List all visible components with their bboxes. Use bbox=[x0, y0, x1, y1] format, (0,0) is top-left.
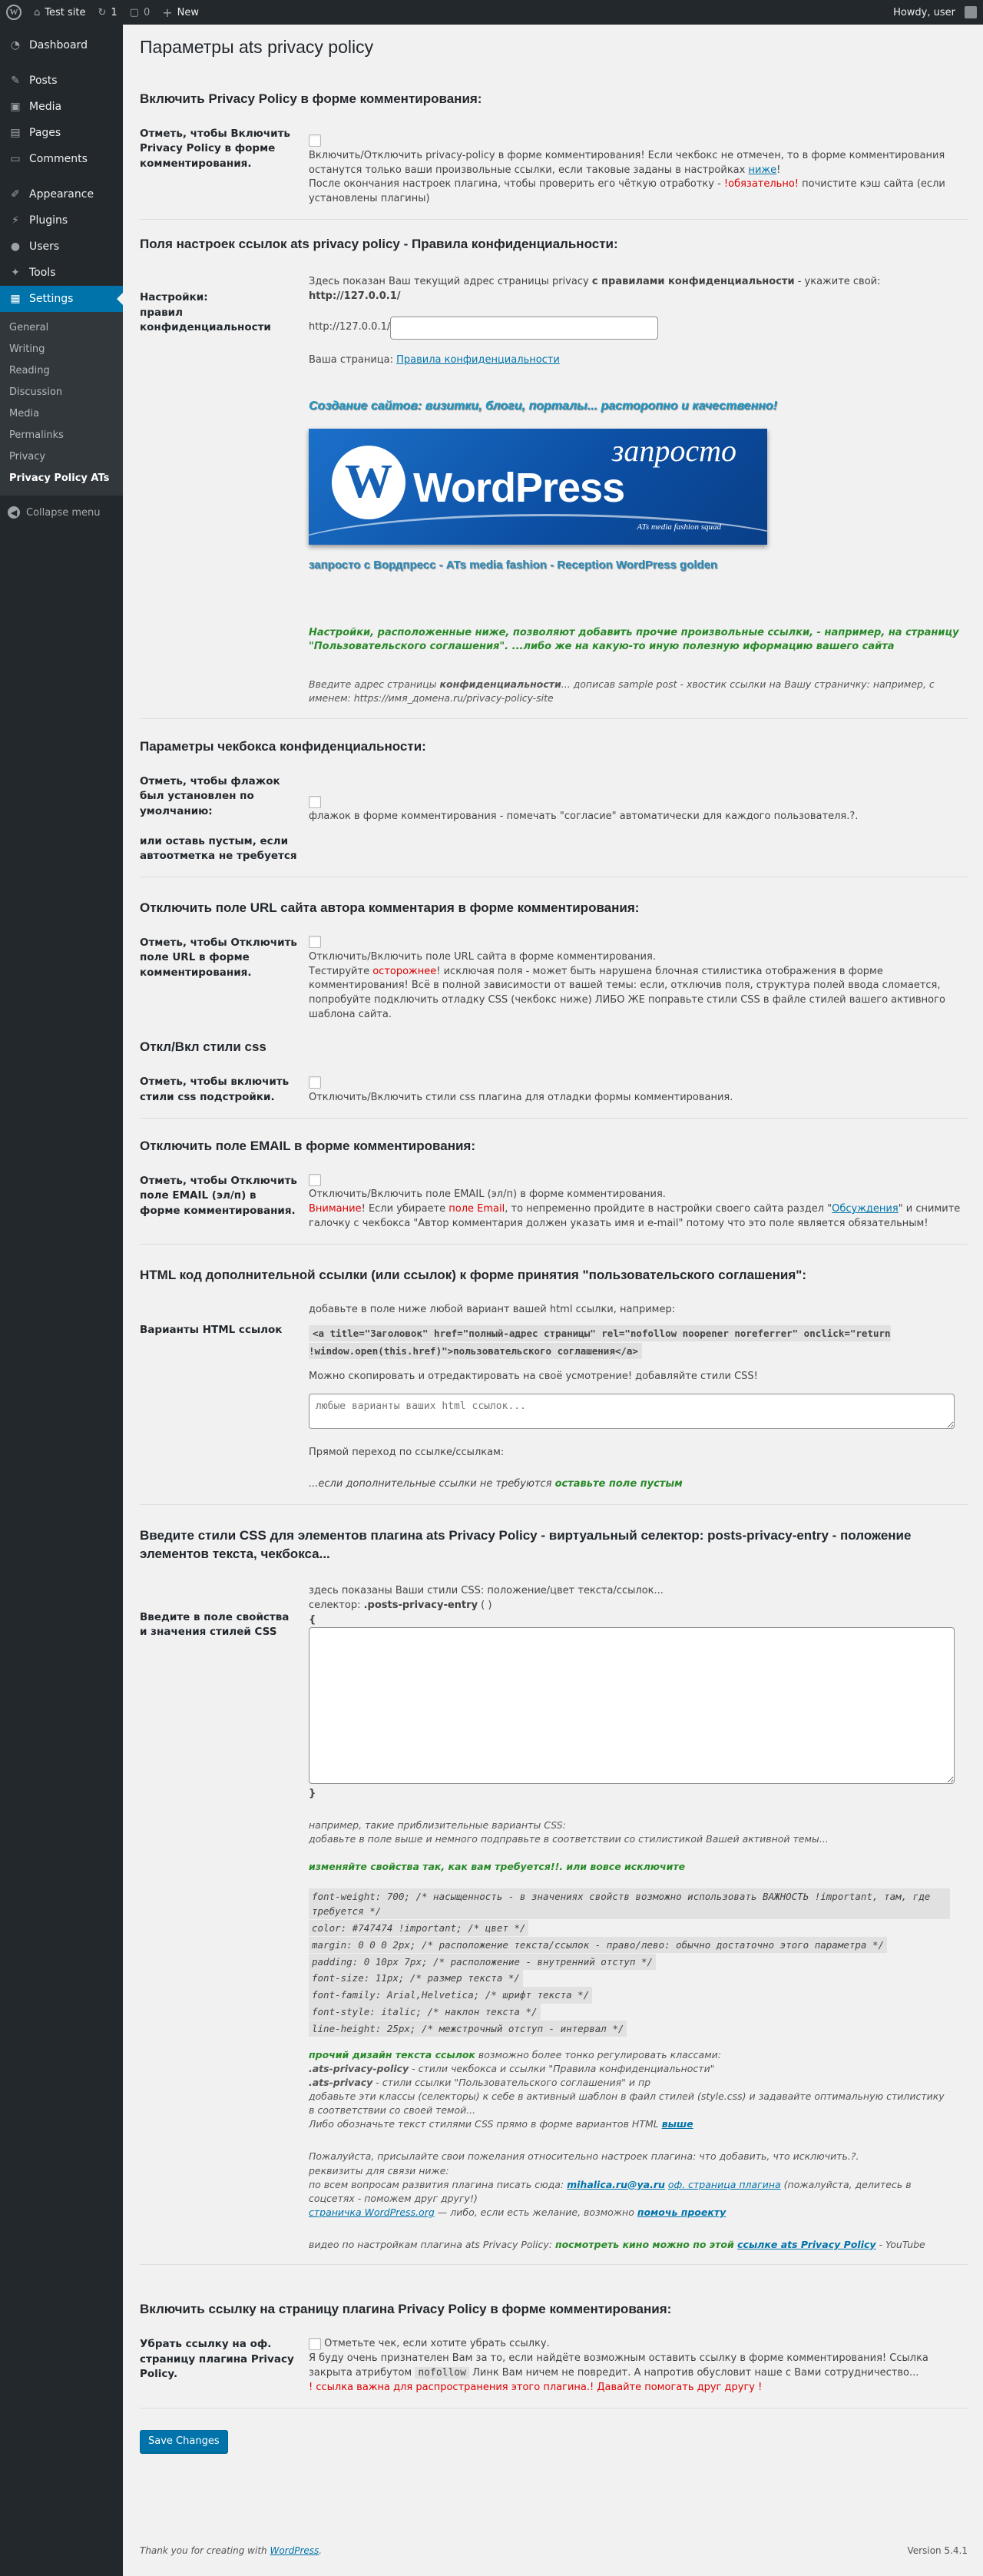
comments-menu[interactable] bbox=[124, 0, 157, 25]
above-link[interactable]: выше bbox=[661, 2118, 693, 2130]
row-html-links: Варианты HTML ссылок добавьте в поле ниже любой вариант вашей html ссылки, например: <a title="Заголовок" href="полный-адрес страницы" rel="nofollow noopener noreferrer" onclick="return !window.open(this.href)">пользовательского соглашения</a> Можно скопировать и отредактировать на своё усмотрение! добавляйте стили CSS! любые варианты ваших html ссылок... Прямой переход по ссылке/ссылкам: ...если дополнительные ссылки не требуются оставьте поле пустым bbox=[140, 1292, 968, 1505]
user-icon: ● bbox=[10, 240, 21, 253]
my-account-menu[interactable] bbox=[887, 0, 983, 25]
save-changes-button[interactable]: Save Changes bbox=[140, 2430, 228, 2453]
comment-icon: ▭ bbox=[10, 153, 21, 165]
menu-posts[interactable]: ✎ Posts bbox=[0, 68, 123, 94]
updates-count: 1 bbox=[111, 6, 117, 18]
disable-email-checkbox[interactable] bbox=[309, 1174, 321, 1186]
new-label: New bbox=[177, 6, 200, 18]
promo-tagline: Создание сайтов: визитки, блоги, порталы... расторопно и качественно! bbox=[309, 399, 777, 413]
menu-pages[interactable]: ▤ Pages bbox=[0, 120, 123, 146]
wordpress-icon: W bbox=[6, 5, 22, 20]
menu-tools[interactable]: ✦ Tools bbox=[0, 260, 123, 286]
section-heading-disable-email: Отключить поле EMAIL в форме комментирования: bbox=[140, 1138, 476, 1153]
enable-privacy-checkbox[interactable] bbox=[309, 134, 321, 147]
css-toggle-checkbox[interactable] bbox=[309, 1076, 321, 1089]
new-content-menu[interactable] bbox=[156, 0, 205, 25]
menu-dashboard[interactable]: ◔ Dashboard bbox=[0, 32, 123, 58]
disable-url-checkbox[interactable] bbox=[309, 936, 321, 948]
updates-menu[interactable] bbox=[91, 0, 123, 25]
footer: Thank you for creating with WordPress. Version 5.4.1 bbox=[140, 2545, 968, 2556]
admin-bar bbox=[0, 0, 983, 25]
refresh-icon: ↻ bbox=[98, 6, 107, 18]
default-checked-checkbox[interactable] bbox=[309, 796, 321, 808]
html-link-example: <a title="Заголовок" href="полный-адрес страницы" rel="nofollow noopener noreferrer" onclick="return !window.open(this.href)">пользовательского соглашения</a> bbox=[309, 1325, 891, 1359]
collapse-menu-button[interactable]: ◀ Collapse menu bbox=[0, 496, 123, 529]
submenu-privacy[interactable]: Privacy bbox=[9, 451, 46, 462]
row-css-toggle: Отметь, чтобы включить стили css подстройки. Отключить/Включить стили css плагина для отладки формы комментирования. bbox=[140, 1064, 968, 1119]
section-heading-privacy-links: Поля настроек ссылок ats privacy policy - Правила конфиденциальности: bbox=[140, 237, 618, 252]
plug-icon: ⚡ bbox=[12, 214, 19, 227]
settings-icon: ▦ bbox=[10, 293, 21, 305]
comment-bubble-icon: ▢ bbox=[129, 6, 139, 18]
row-plugin-link: Убрать ссылку на оф. страницу плагина Privacy Policy. Отметьте чек, если хотите убрать ссылку. Я буду очень признателен Вам за то, если найдёте возможным оставить ссылку в форме комментирования! Ссылка закрыта атрибутом nofollow Линк Вам ничем не повредит. А напротив обусловит наше с Вами сотрудничество... ! ссылка важна для распространения этого плагина.! Давайте помогать друг другу ! bbox=[140, 2326, 968, 2408]
row-enable-privacy: Отметь, чтобы Включить Privacy Policy в форме комментирования. Включить/Отключить privacy-policy в форме комментирования! Если чекбокс не отмечен, то в форме комментирования останутся только ваши произвольные ссылки, если таковые заданы в настройках ниже! После окончания настроек плагина, чтобы проверить его чёткую отработку - !обязательно! почистите кэш сайта (если установлены плагины) bbox=[140, 116, 968, 220]
row-default-checked: Отметь, чтобы флажок был установлен по умолчанию: или оставь пустым, если автоотметка не требуется флажок в форме комментирования - помечать "согласие" автоматически для каждого пользователя.?. bbox=[140, 764, 968, 877]
row-privacy-links: Настройки: правил конфиденциальности Здесь показан Ваш текущий адрес страницы privacy с правилами конфиденциальности - укажите свой: http://127.0.0.1/ http://127.0.0.1/ Ваша страница: Правила конфиденциальности Создание сайтов: визитки, блоги, порталы... расторопно и качественно! W WordPress запросто ATs media fashion squad запросто с Вордпресс - ATs media fashion - Reception WordPress golden Настройки, расположенные ниже, позволяют добавить прочие произвольные ссылки, - например, на страницу "Пользовательского соглашения". ...либо же на какую-то иную полезную иформацию вашего сайта Введите адрес страницы конфиденциальности... дописав sample post - хвостик ссылки на Вашу страничку: например, с именем: https://имя_домена.ru/privacy-policy-site bbox=[140, 261, 968, 718]
section-heading-checkbox-params: Параметры чекбокса конфиденциальности: bbox=[140, 738, 426, 754]
menu-comments[interactable]: ▭ Comments bbox=[0, 146, 123, 172]
promo-tagline-2: запросто с Вордпресс - ATs media fashion - Reception WordPress golden bbox=[309, 558, 718, 572]
submenu-reading[interactable]: Reading bbox=[9, 365, 50, 376]
wp-logo-menu[interactable] bbox=[0, 0, 28, 25]
section-heading-enable-privacy: Включить Privacy Policy в форме комментирования: bbox=[140, 91, 482, 106]
wordpress-logo-icon: W bbox=[332, 446, 405, 519]
plus-icon: + bbox=[162, 5, 173, 20]
section-heading-disable-url: Отключить поле URL сайта автора комментария в форме комментирования: bbox=[140, 900, 640, 915]
author-email-link[interactable]: mihalica.ru@ya.ru bbox=[567, 2178, 665, 2190]
page-icon: ▤ bbox=[10, 127, 21, 139]
plugin-official-page-link[interactable]: оф. страница плагина bbox=[667, 2178, 781, 2190]
section-heading-css-styles: Введите стили CSS для элементов плагина ats Privacy Policy - виртуальный селектор: posts-privacy-entry - положение элементов текста, чекбокса... bbox=[140, 1527, 912, 1562]
submenu-general[interactable]: General bbox=[9, 322, 49, 333]
wrench-icon: ✦ bbox=[11, 267, 20, 279]
home-icon: ⌂ bbox=[34, 6, 41, 18]
remove-plugin-link-checkbox[interactable] bbox=[309, 2338, 321, 2350]
site-name: Test site bbox=[45, 6, 86, 18]
comments-count: 0 bbox=[143, 6, 151, 18]
discussion-settings-link[interactable]: Обсуждения bbox=[832, 1203, 899, 1215]
menu-appearance[interactable]: ✐ Appearance bbox=[0, 181, 123, 207]
html-links-textarea[interactable] bbox=[309, 1394, 955, 1429]
row-disable-email: Отметь, чтобы Отключить поле EMAIL (эл/п) в форме комментирования. Отключить/Включить поле EMAIL (эл/п) в форме комментирования. Внимание! Если убираете поле Email, то непременно пройдите в настройки своего сайта раздел "Обсуждения" и снимите галочку с чекбокса "Автор комментария должен указать имя и e-mail" потому что это поле является обязательным! bbox=[140, 1163, 968, 1245]
avatar bbox=[965, 6, 977, 18]
youtube-video-link[interactable]: ссылке ats Privacy Policy bbox=[737, 2239, 876, 2251]
brush-icon: ✐ bbox=[11, 188, 20, 201]
css-example-block: font-weight: 700; /* насыщенность - в значениях свойств возможно использовать ВАЖНОСТЬ !important, там, где требуется */ color: #747474 !important; /* цвет */ margin: 0 0 0 2px; /* расположение текста/ссылок - право/лево: обычно достаточно этого параметра */ padding: 0 10px 7px; /* расположение - внутренний отступ */ font-size: 11px; /* размер текста */ font-family: Arial,Helvetica; /* шрифт текста */ font-style: italic; /* наклон текста */ line-height: 25px; /* межстрочный отступ - интервал */ bbox=[309, 1888, 950, 2037]
collapse-arrow-icon: ◀ bbox=[8, 506, 20, 519]
submenu-permalinks[interactable]: Permalinks bbox=[9, 429, 64, 441]
menu-users[interactable]: ● Users bbox=[0, 234, 123, 260]
section-heading-css-toggle: Откл/Вкл стили css bbox=[140, 1039, 266, 1054]
css-styles-textarea[interactable] bbox=[309, 1627, 955, 1784]
dashboard-icon: ◔ bbox=[10, 39, 21, 51]
wordpress-banner[interactable]: W WordPress запросто ATs media fashion squad bbox=[309, 429, 767, 545]
row-disable-url: Отметь, чтобы Отключить поле URL в форме комментирования. Отключить/Включить поле URL сайта в форме комментирования. Тестируйте осторожнее! исключая поля - может быть нарушена блочная стилистика отображения в форме комментирования! Всё в полной зависимости от вашей темы: если, отключив поля, структура полей ввода сломается, попробуйте подключить отладку CSS (чекбокс ниже) ЛИБО ЖЕ поправьте стили CSS в файле стилей вашего активного шаблона сайта. bbox=[140, 936, 945, 1021]
menu-media[interactable]: ▣ Media bbox=[0, 94, 123, 120]
help-project-link[interactable]: помочь проекту bbox=[637, 2206, 726, 2218]
site-name-menu[interactable] bbox=[28, 0, 91, 25]
wordpress-org-page-link[interactable]: страничка WordPress.org bbox=[309, 2206, 435, 2218]
submenu-privacy-policy-ats[interactable]: Privacy Policy ATs bbox=[9, 472, 110, 484]
section-heading-plugin-link: Включить ссылку на страницу плагина Privacy Policy в форме комментирования: bbox=[140, 2302, 672, 2317]
submenu-writing[interactable]: Writing bbox=[9, 343, 45, 355]
menu-settings[interactable]: ▦ Settings bbox=[0, 286, 123, 312]
media-icon: ▣ bbox=[10, 101, 21, 113]
pin-icon: ✎ bbox=[11, 75, 20, 87]
page-title: Параметры ats privacy policy bbox=[140, 37, 374, 57]
row-css-styles: Введите в поле свойства и значения стилей CSS здесь показаны Ваши стили CSS: положение/цвет текста/ссылок... селектор: .posts-privacy-entry ( ) { } например, такие приблизительные варианты CSS: добавьте в поле выше и немного подправьте в соответствии со стилистикой Вашей активной темы... изменяйте свойства так, как вам требуется!!. или вовсе исключите font-weight: 700; /* насыщенность - в значениях свойств возможно использовать ВАЖНОСТЬ !important, там, где требуется */ color: #747474 !important; /* цвет */ margin: 0 0 0 2px; /* расположение текста/ссылок - право/лево: обычно достаточно этого параметра */ padding: 0 10px 7px; /* расположение - внутренний отступ */ font-size: 11px; /* размер текста */ font-family: Arial,Helvetica; /* шрифт текста */ font-style: italic; /* наклон текста */ line-height: 25px; /* межстрочный отступ - интервал */ прочий дизайн текста ссылок возможно более тонко регулировать классами: .ats-privacy-policy - стили чекбокса и ссылки "Правила конфиденциальности" .ats-privacy - стили ссылки "Пользовательского соглашения" и пр добавьте эти классы (селекторы) к себе в активный шаблон в файл стилей (style.css) и задавайте оптимальную стилистику в соответствии со своей темой... Либо обозначьте текст стилями CSS прямо в форме вариантов HTML выше Пожалуйста, присылайте свои пожелания относительно настроек плагина: что добавить, что исключить.?. реквизиты для связи ниже: по всем вопросам развития плагина писать сюда: mihalica.ru@ya.ru оф. страница плагина (пожалуйста, делитесь в соцсетях - поможем друг другу!) страничка WordPress.org — либо, если есть желание, возможно помочь проекту видео по настройкам плагина ats Privacy Policy: посмотреть кино можно по этой ссылке ats Privacy Policy - YouTube bbox=[140, 1573, 968, 2265]
howdy-text: Howdy, user bbox=[893, 6, 955, 18]
submenu-media[interactable]: Media bbox=[9, 408, 40, 419]
privacy-page-link[interactable]: Правила конфиденциальности bbox=[396, 353, 560, 366]
section-heading-html-links: HTML код дополнительной ссылки (или ссылок) к форме принятия "пользовательского соглашения": bbox=[140, 1268, 807, 1283]
admin-menu bbox=[0, 25, 123, 2576]
submenu-discussion[interactable]: Discussion bbox=[9, 386, 63, 398]
wordpress-link[interactable]: WordPress bbox=[270, 2545, 319, 2556]
row-label: Отметь, чтобы Включить Privacy Policy в форме комментирования. bbox=[140, 127, 290, 171]
privacy-url-input[interactable] bbox=[390, 317, 658, 340]
version-text: Version 5.4.1 bbox=[907, 2545, 968, 2556]
below-link[interactable]: ниже bbox=[748, 164, 777, 176]
settings-submenu bbox=[0, 312, 123, 496]
main-content bbox=[123, 25, 983, 2576]
menu-plugins[interactable]: ⚡ Plugins bbox=[0, 207, 123, 234]
